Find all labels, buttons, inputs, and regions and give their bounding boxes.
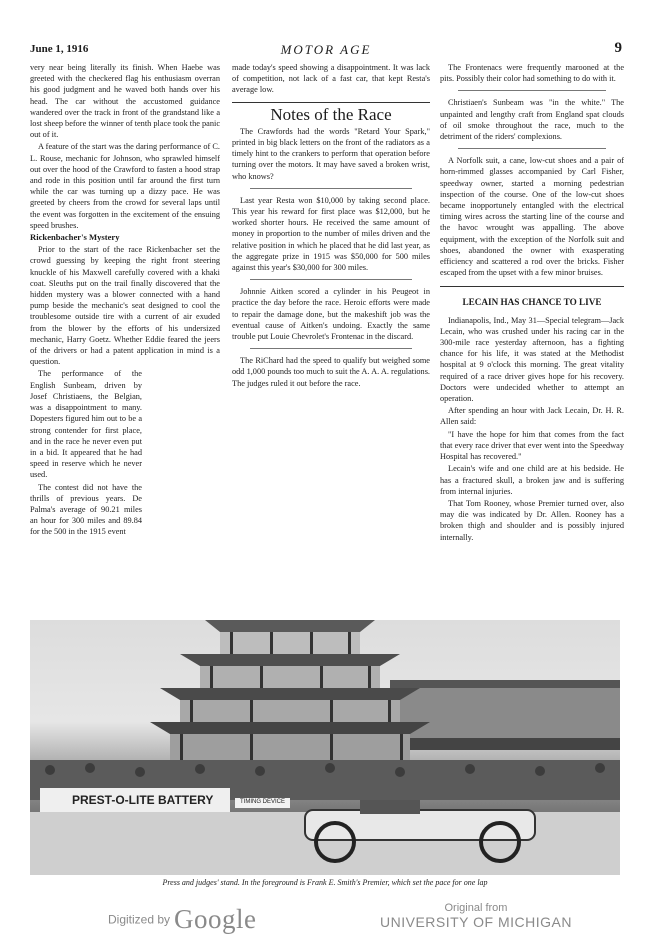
divider — [250, 188, 412, 189]
paragraph: After spending an hour with Jack Lecain, Dr. H. R. Allen said: — [440, 406, 624, 427]
paragraph: The performance of the English Sunbeam, driven by Josef Christiaens, the Belgian, was a disappointment to many. Dopesters figured him out to be a strong contender for first place, and in the race he never even put in a bid. It appeared that he had speed in reserve which he never used. — [30, 369, 142, 480]
paragraph: The RiChard had the speed to qualify but weighed some odd 1,000 pounds too much to suit the A. A. A. regulations. The judges ruled it out before the race. — [232, 356, 430, 388]
paragraph: Last year Resta won $10,000 by taking second place. This year his reward for first place was $12,000, but he worked shorter hours. He received the same amount of money in proportion to the number of miles driven and the relative position in which he placed that he did last year, as the aggregate prize in 1915 was $50,000 for 500 miles against this year's $30,000 for 300 miles. — [232, 195, 430, 273]
paragraph: made today's speed showing a disappointment. It was lack of competition, not lack of a fast car, that kept Resta's average low. — [232, 63, 430, 95]
paragraph: The contest did not have the thrills of previous years. De Palma's average of 90.21 miles an hour for 300 miles and 89.84 for the 500 in the 1915 event — [30, 482, 142, 537]
university-label: UNIVERSITY OF MICHIGAN — [380, 914, 572, 930]
left-column — [30, 62, 220, 618]
grandstand-photo — [30, 620, 620, 875]
issue-date: June 1, 1916 — [30, 43, 89, 55]
digitized-label: Digitized by — [108, 912, 171, 927]
divider — [458, 90, 606, 91]
sign-text: TIMING DEVICE — [240, 799, 286, 805]
middle-column — [232, 62, 430, 422]
divider — [458, 148, 606, 149]
magazine-title: MOTOR AGE — [280, 42, 372, 57]
page-number: 9 — [614, 40, 622, 56]
paragraph: Prior to the start of the race Rickenbacher set the crowd guessing by keeping the right front steering knuckle of his Maxwell carefully covered with a khaki coat. Sleuths put on the trail finally discovered that the hidden mystery was a blower connected with a hand pump beside the mechanic's seat designed to cool the troublesome outside tire with a current of air exuded from the blower by the efforts of his undersized mechanic, Harry Goetz. Whether Eddie feared the jeers of the drivers or had a patent application in mind is a question. — [30, 245, 220, 367]
paragraph: The Frontenacs were frequently marooned at the pits. Possibly their color had something to do with it. — [440, 63, 624, 84]
paragraph: very near being literally its finish. When Haebe was greeted with the checkered flag his enthusiasm overran his good judgment and he waved both hands over his head. The car without the accustomed guidance wandered over the track in front of the grandstand like a lost sheep before the winner of tenth place took the panic out of it. — [30, 63, 220, 140]
banner-text: PREST-O-LITE BATTERY — [72, 793, 214, 807]
paragraph: Lecain's wife and one child are at his bedside. He has a fractured skull, a broken jaw and is suffering from internal injuries. — [440, 464, 624, 496]
paragraph: Johnnie Aitken scored a cylinder in his Peugeot in practice the day before the race. Heroic efforts were made to repair the damage done, but the makeshift job was the eventual cause of Aitken's undoing. Exactly the same trouble put Louie Chevrolet's Frontenac in the discard. — [232, 287, 430, 342]
photo-caption: Press and judges' stand. In the foreground is Frank E. Smith's Premier, which set the pace for one lap — [162, 878, 488, 887]
section-title: Notes of the Race — [232, 102, 430, 120]
divider — [250, 348, 412, 349]
paragraph: Indianapolis, Ind., May 31—Special telegram—Jack Lecain, who was crushed under his racing car in the 300-mile race yesterday afternoon, has a fighting chance for his life, it was stated at the Methodist hospital at 9 o'clock this morning. The great vitality required of a race driver gives hope for his recovery. Doctors were undecided whether to attempt an operation. — [440, 315, 624, 404]
narrow-text-block — [30, 368, 142, 537]
section-title: LECAIN HAS CHANCE TO LIVE — [440, 286, 624, 308]
original-label: Original from — [444, 902, 508, 914]
original-credit — [380, 902, 572, 930]
subheading: Rickenbacher's Mystery — [30, 232, 120, 243]
paragraph: The Crawfords had the words "Retard Your Spark," printed in big black letters on the front of the radiators as a timely hint to the crankers to perform that operation before turning over the motors. It may have saved a broken wrist, who knows? — [232, 126, 430, 181]
google-logo: Google — [174, 904, 257, 934]
paragraph: That Tom Rooney, whose Premier turned over, also may die was indicated by Dr. Allen. Rooney has a broken thigh and shoulder and is possibly injured internally. — [440, 498, 624, 542]
quote-paragraph: "I have the hope for him that comes from the fact that every race driver that ever went into the Speedway Hospital has recovered." — [440, 429, 624, 462]
paragraph: Christiaen's Sunbeam was "in the white." The unpainted and lengthy craft from England spat clouds of oil smoke throughout the race, much to the detriment of the riders' complexions. — [440, 98, 624, 142]
photo-illustration — [30, 620, 620, 875]
digitized-credit — [108, 904, 257, 935]
right-column — [440, 62, 624, 618]
page-header — [30, 40, 622, 60]
paragraph: A Norfolk suit, a cane, low-cut shoes and a pair of horn-rimmed glasses accompanied by Carl Fisher, speedway owner, started a morning pedestrian inspection of the course. One of the low-cut shoes became inopportunely entangled with the electrical timing wires across the starting line of the course and the havoc wrought was appalling. The above equipment, with the exception of the Norfolk suit and shoes, abandoned the owner with exasperating efficiency and scattered a rod over the bricks. Fisher escaped from the upset with a few minor bruises. — [440, 156, 624, 278]
divider — [250, 279, 412, 280]
paragraph: A feature of the start was the daring performance of C. L. Rouse, mechanic for Johnson, who sprawled himself out over the hood of the Crawford to fasten a hood strap and rode in this position until far around the first turn while the car was turning up a dizzy pace. He was greeted by cheers from the crowd for several laps until the event was forgotten in the excitement of the ensuing speed brushes. — [30, 142, 220, 230]
